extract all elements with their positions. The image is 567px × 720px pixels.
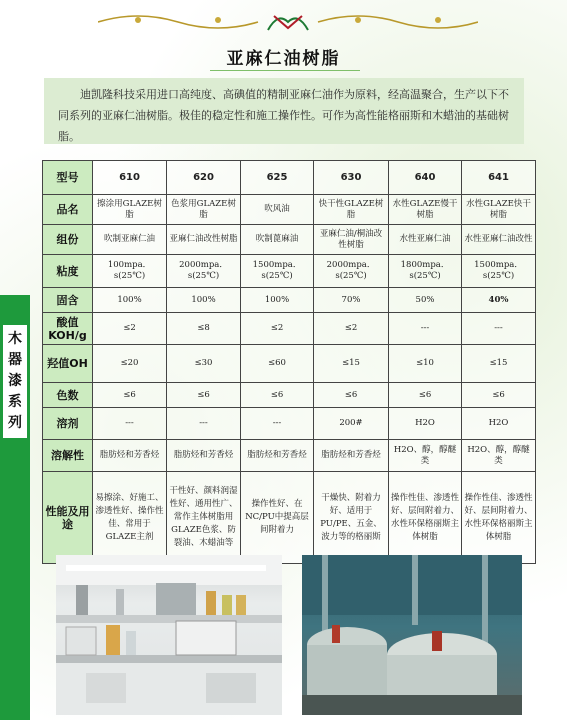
table-cell: 脂肪烃和芳香烃 — [93, 440, 167, 472]
table-row-acid-value — [43, 313, 536, 345]
table-row-performance-use — [43, 472, 536, 564]
table-cell: 擦涂用GLAZE树脂 — [93, 195, 167, 225]
table-cell: ≤6 — [93, 383, 167, 408]
table-cell: ≤20 — [93, 345, 167, 383]
table-cell: 620 — [167, 161, 241, 195]
table-cell: 色浆用GLAZE树脂 — [167, 195, 241, 225]
decorative-ornament — [98, 8, 478, 34]
table-cell: 亚麻仁油/桐油改性树脂 — [314, 225, 389, 255]
row-header: 品名 — [43, 195, 93, 225]
table-cell: 1500mpa．s(25℃) — [241, 255, 314, 288]
row-header: 型号 — [43, 161, 93, 195]
table-cell: 水性GLAZE快干树脂 — [462, 195, 536, 225]
spec-table — [42, 160, 536, 564]
table-cell: 吹制亚麻仁油 — [93, 225, 167, 255]
row-header: 酸值KOH/g — [43, 313, 93, 345]
intro-paragraph: 迪凯隆科技采用进口高纯度、高碘值的精制亚麻仁油作为原料，经高温聚合，生产以下不同系列的亚麻仁油树脂。极佳的稳定性和施工操作性。可作为高性能格丽斯和木蜡油的基础树脂。 — [44, 78, 524, 144]
table-row-product-name — [43, 195, 536, 225]
table-cell: 干性好、颜料润湿性好、通用性广、常作主体树脂用GLAZE色浆、防裂油、木蜡油等 — [167, 472, 241, 564]
table-cell: H2O、醇，醇醚类 — [389, 440, 462, 472]
laboratory-photo — [56, 555, 282, 715]
table-row-solvent — [43, 408, 536, 440]
table-cell: ≤6 — [389, 383, 462, 408]
table-cell: 易擦涂、好施工、渗透性好、操作性佳、常用于GLAZE主剂 — [93, 472, 167, 564]
table-cell: 干燥快、附着力好、适用于PU/PE、五金、波力等的格丽斯 — [314, 472, 389, 564]
table-cell: 操作性佳、渗透性好、层间附着力、水性环保格丽斯主体树脂 — [462, 472, 536, 564]
table-cell: H2O、醇，醇醚类 — [462, 440, 536, 472]
side-char: 木 — [8, 331, 22, 347]
table-cell: 操作性佳、渗透性好、层间附着力、水性环保格丽斯主体树脂 — [389, 472, 462, 564]
row-header: 性能及用途 — [43, 472, 93, 564]
table-cell: 200# — [314, 408, 389, 440]
table-cell: 水性亚麻仁油 — [389, 225, 462, 255]
table-cell: 脂肪烃和芳香烃 — [167, 440, 241, 472]
row-header: 色数 — [43, 383, 93, 408]
table-cell: 640 — [389, 161, 462, 195]
table-cell: 100% — [93, 288, 167, 313]
table-cell: 快干性GLAZE树脂 — [314, 195, 389, 225]
table-row-composition — [43, 225, 536, 255]
table-row-solubility — [43, 440, 536, 472]
page-title: 亚麻仁油树脂 — [226, 49, 341, 69]
table-cell: --- — [462, 313, 536, 345]
table-cell: 100% — [167, 288, 241, 313]
table-cell: 610 — [93, 161, 167, 195]
side-char: 系 — [8, 394, 22, 410]
table-cell: ≤15 — [314, 345, 389, 383]
table-cell: 操作性好、在NC/PU中提高层间附着力 — [241, 472, 314, 564]
table-cell: 50% — [389, 288, 462, 313]
table-cell: ≤6 — [241, 383, 314, 408]
table-cell: 1800mpa．s(25℃) — [389, 255, 462, 288]
table-cell: 625 — [241, 161, 314, 195]
table-cell: ≤6 — [167, 383, 241, 408]
table-cell: --- — [389, 313, 462, 345]
table-row-model — [43, 161, 536, 195]
row-header: 羟值OH — [43, 345, 93, 383]
side-char: 漆 — [8, 373, 22, 389]
table-cell: 630 — [314, 161, 389, 195]
table-cell: 1500mpa．s(25℃) — [462, 255, 536, 288]
table-cell: 2000mpa．s(25℃) — [167, 255, 241, 288]
table-cell: 100% — [241, 288, 314, 313]
table-cell: ≤6 — [462, 383, 536, 408]
table-row-solid-content — [43, 288, 536, 313]
row-header: 组份 — [43, 225, 93, 255]
table-cell: 水性GLAZE慢干树脂 — [389, 195, 462, 225]
table-row-color-number — [43, 383, 536, 408]
table-cell: 40% — [462, 288, 536, 313]
table-row-hydroxyl-value — [43, 345, 536, 383]
table-cell: ≤60 — [241, 345, 314, 383]
table-cell: 70% — [314, 288, 389, 313]
table-cell: 脂肪烃和芳香烃 — [314, 440, 389, 472]
table-cell: 水性亚麻仁油改性 — [462, 225, 536, 255]
table-cell: 2000mpa．s(25℃) — [314, 255, 389, 288]
row-header: 溶剂 — [43, 408, 93, 440]
table-cell: --- — [241, 408, 314, 440]
table-cell: ≤8 — [167, 313, 241, 345]
factory-reactor-photo — [302, 555, 522, 715]
row-header: 溶解性 — [43, 440, 93, 472]
table-cell: 亚麻仁油改性树脂 — [167, 225, 241, 255]
table-cell: ≤2 — [241, 313, 314, 345]
table-cell: 吹风油 — [241, 195, 314, 225]
side-char: 器 — [8, 352, 22, 368]
table-cell: 吹制蓖麻油 — [241, 225, 314, 255]
table-cell: ≤6 — [314, 383, 389, 408]
table-cell: H2O — [389, 408, 462, 440]
side-char: 列 — [8, 415, 22, 431]
table-cell: H2O — [462, 408, 536, 440]
row-header: 固含 — [43, 288, 93, 313]
title-underline — [210, 70, 360, 71]
table-cell: --- — [167, 408, 241, 440]
table-row-viscosity — [43, 255, 536, 288]
table-cell: ≤2 — [93, 313, 167, 345]
table-cell: --- — [93, 408, 167, 440]
table-cell: ≤2 — [314, 313, 389, 345]
table-cell: 641 — [462, 161, 536, 195]
side-series-label — [3, 325, 27, 438]
table-cell: ≤15 — [462, 345, 536, 383]
table-cell: ≤10 — [389, 345, 462, 383]
table-cell: ≤30 — [167, 345, 241, 383]
row-header: 粘度 — [43, 255, 93, 288]
table-cell: 脂肪烃和芳香烃 — [241, 440, 314, 472]
table-cell: 100mpa．s(25℃) — [93, 255, 167, 288]
